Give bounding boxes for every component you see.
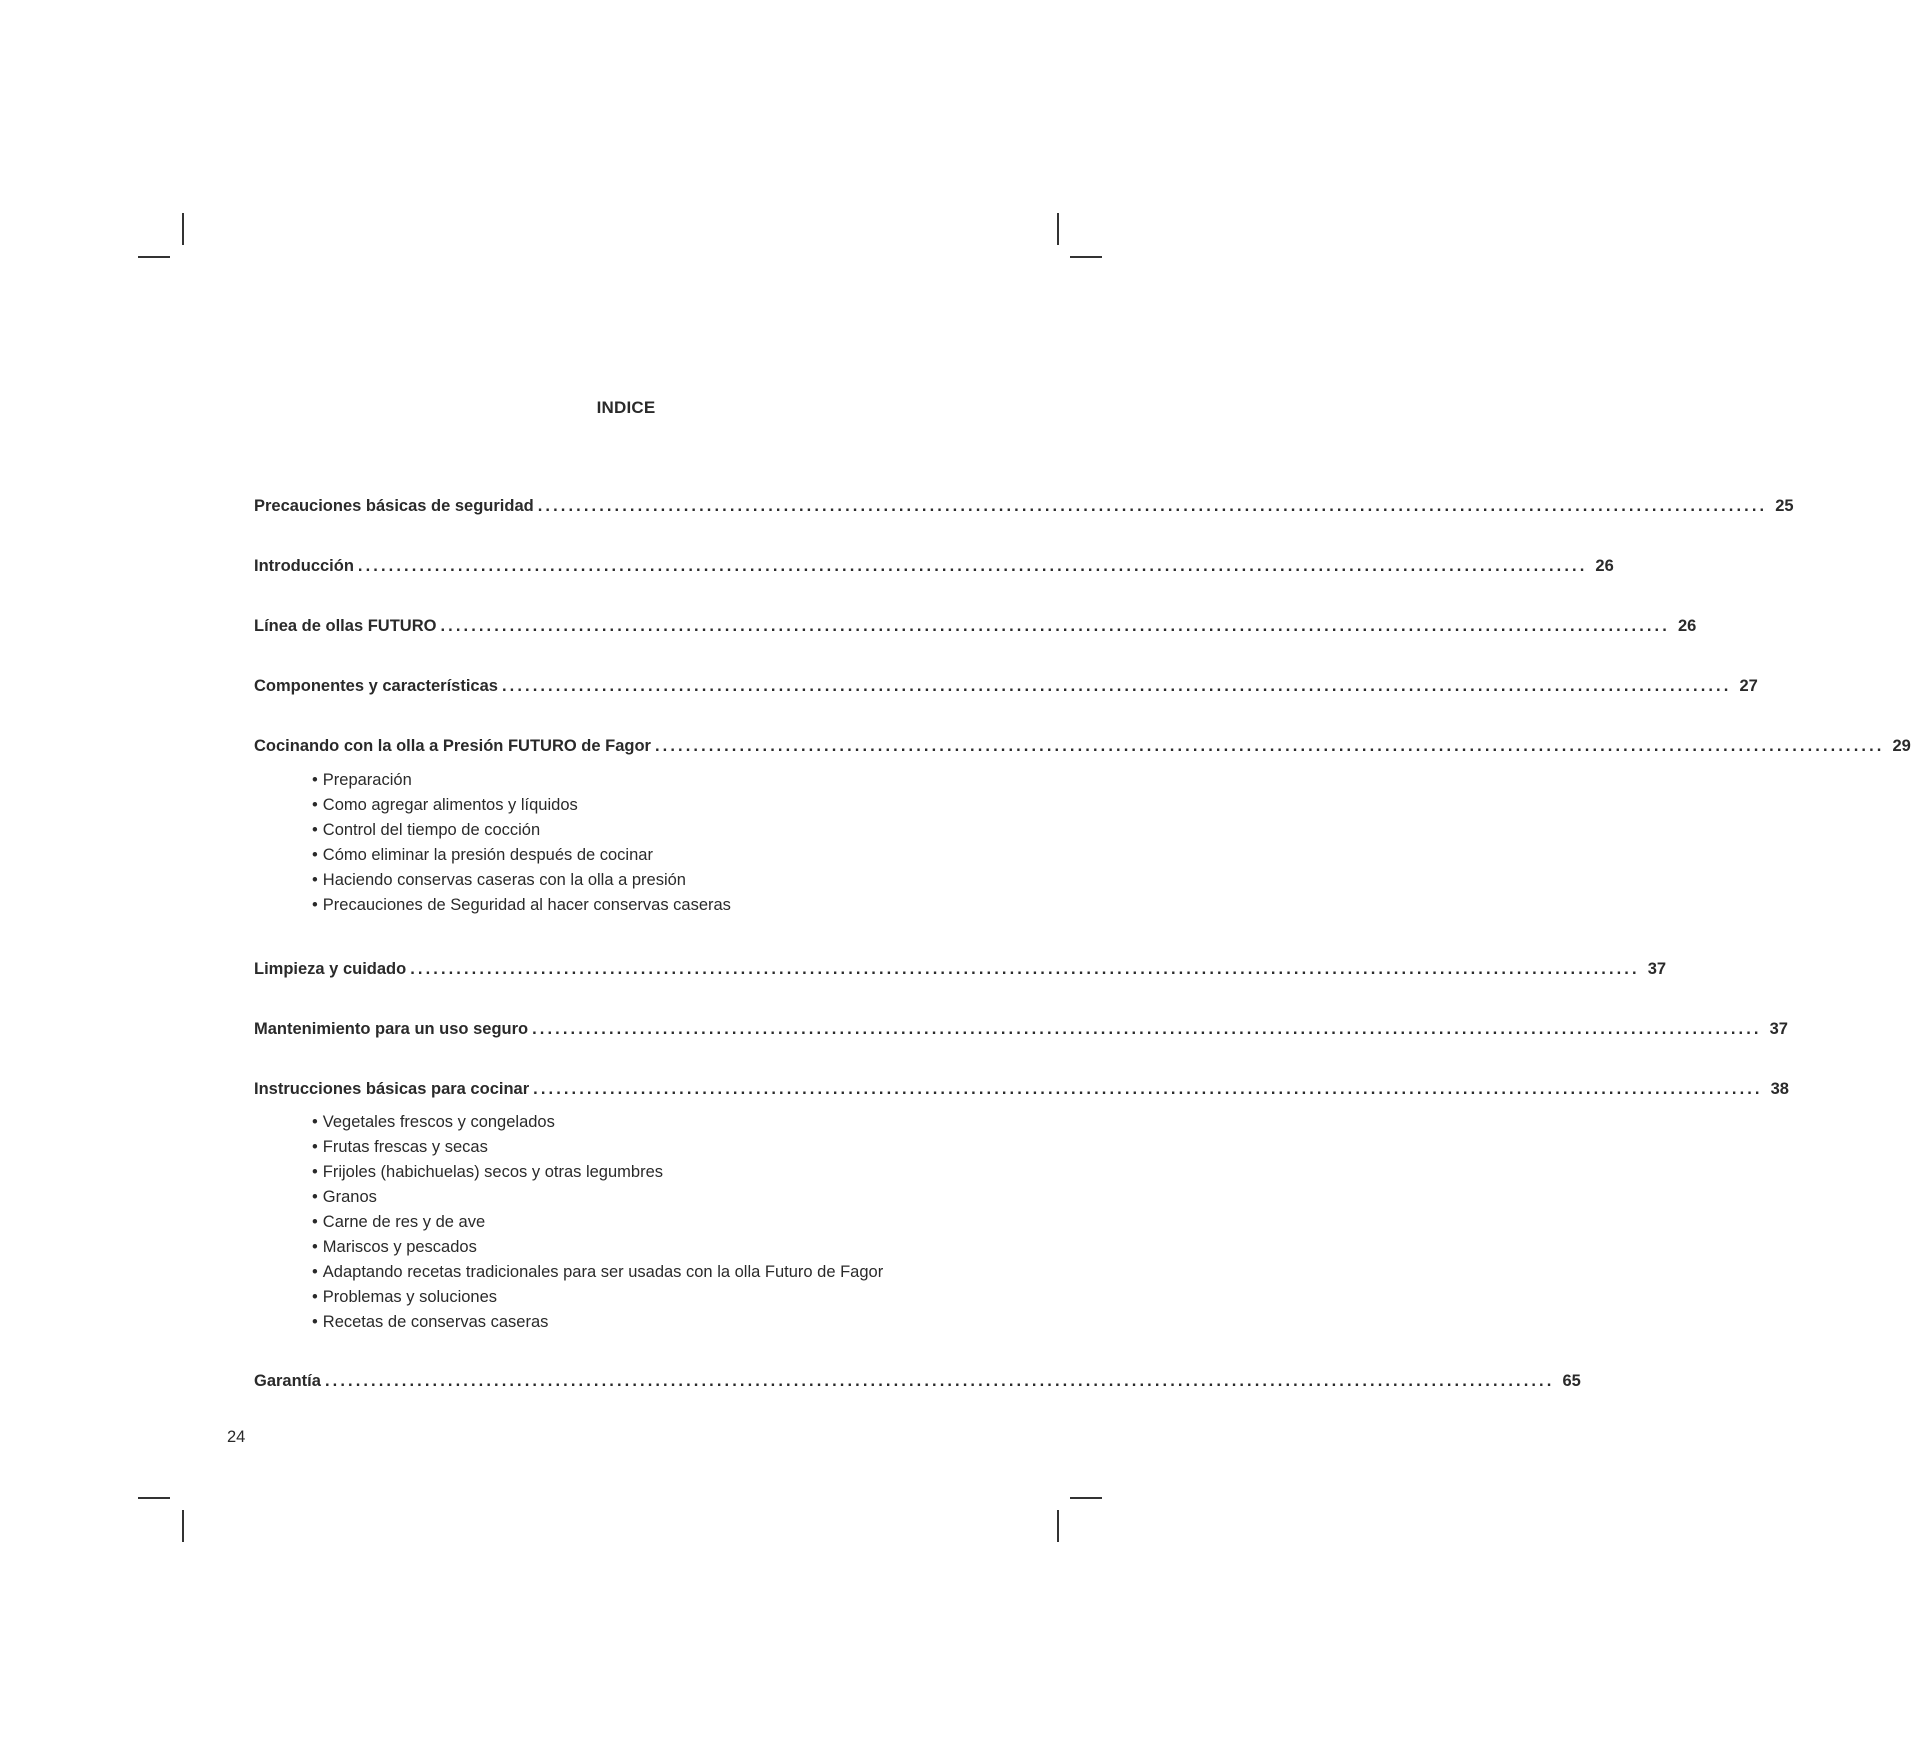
- toc-leader-dots: ................................................................................................................................................................: [357, 557, 1588, 575]
- toc-entry-label: Precauciones básicas de seguridad: [254, 497, 534, 515]
- toc-entry-label: Garantía: [254, 1372, 321, 1390]
- list-item: • Frutas frescas y secas: [312, 1135, 883, 1160]
- toc-entry-label: Línea de ollas FUTURO: [254, 617, 437, 635]
- toc-entry-page: 26: [1595, 557, 1614, 575]
- toc-entry-label: Introducción: [254, 557, 354, 575]
- toc-entry-page: 25: [1775, 497, 1794, 515]
- list-item: • Haciendo conservas caseras con la olla a presión: [312, 868, 731, 893]
- list-item: • Como agregar alimentos y líquidos: [312, 793, 731, 818]
- crop-mark-bottom-right-vertical: [1057, 1510, 1059, 1542]
- toc-entry-linea-ollas: [254, 617, 1697, 636]
- list-item: • Mariscos y pescados: [312, 1235, 883, 1260]
- toc-leader-dots: ................................................................................................................................................................: [501, 677, 1732, 695]
- toc-entry-instrucciones: [254, 1080, 1789, 1099]
- toc-entry-cocinando: [254, 737, 1911, 756]
- toc-leader-dots: ................................................................................................................................................................: [324, 1372, 1555, 1390]
- toc-entry-mantenimiento: [254, 1020, 1788, 1039]
- list-item: • Control del tiempo de cocción: [312, 818, 731, 843]
- page-title: INDICE: [596, 398, 656, 417]
- toc-entry-page: 29: [1892, 737, 1911, 755]
- toc-entry-page: 37: [1647, 960, 1667, 978]
- toc-leader-dots: ................................................................................................................................................................: [533, 1080, 1763, 1098]
- crop-mark-bottom-left-vertical: [182, 1510, 184, 1542]
- toc-entry-label: Mantenimiento para un uso seguro: [254, 1020, 529, 1038]
- page-number: 24: [227, 1428, 246, 1446]
- list-item: • Cómo eliminar la presión después de cocinar: [312, 843, 731, 868]
- toc-entry-page: 26: [1677, 617, 1697, 635]
- list-item: • Recetas de conservas caseras: [312, 1310, 883, 1335]
- toc-entry-limpieza: [254, 960, 1667, 979]
- toc-entry-page: 27: [1739, 677, 1758, 695]
- list-item: • Precauciones de Seguridad al hacer conservas caseras: [312, 893, 731, 918]
- crop-mark-bottom-right-horizontal: [1070, 1497, 1102, 1499]
- toc-entry-label: Instrucciones básicas para cocinar: [254, 1080, 530, 1098]
- list-item: • Problemas y soluciones: [312, 1285, 883, 1310]
- list-item: • Vegetales frescos y congelados: [312, 1110, 883, 1135]
- crop-mark-top-left-horizontal: [138, 256, 170, 258]
- toc-leader-dots: ................................................................................................................................................................: [654, 737, 1885, 755]
- toc-leader-dots: ................................................................................................................................................................: [537, 497, 1768, 515]
- toc-entry-label: Cocinando con la olla a Presión FUTURO de Fagor: [254, 737, 651, 755]
- crop-mark-bottom-left-horizontal: [138, 1497, 170, 1499]
- toc-entry-label: Componentes y características: [254, 677, 498, 695]
- toc-entry-page: 65: [1562, 1372, 1581, 1390]
- crop-mark-top-left-vertical: [182, 213, 184, 245]
- toc-entry-page: 37: [1769, 1020, 1788, 1038]
- list-item: • Adaptando recetas tradicionales para ser usadas con la olla Futuro de Fagor: [312, 1260, 883, 1285]
- toc-entry-introduccion: [254, 557, 1614, 576]
- cocinando-subitems: [312, 768, 731, 918]
- crop-mark-top-right-vertical: [1057, 213, 1059, 245]
- list-item: • Frijoles (habichuelas) secos y otras legumbres: [312, 1160, 883, 1185]
- list-item: • Granos: [312, 1185, 883, 1210]
- crop-mark-top-right-horizontal: [1070, 256, 1102, 258]
- list-item: • Preparación: [312, 768, 731, 793]
- toc-entry-componentes: [254, 677, 1758, 696]
- toc-leader-dots: ................................................................................................................................................................: [532, 1020, 1762, 1038]
- toc-leader-dots: ................................................................................................................................................................: [440, 617, 1670, 635]
- list-item: • Carne de res y de ave: [312, 1210, 883, 1235]
- toc-entry-page: 38: [1770, 1080, 1789, 1098]
- instrucciones-subitems: [312, 1110, 883, 1335]
- toc-entry-precauciones: [254, 497, 1794, 516]
- toc-entry-garantia: [254, 1372, 1581, 1391]
- toc-entry-label: Limpieza y cuidado: [254, 960, 407, 978]
- toc-leader-dots: ................................................................................................................................................................: [410, 960, 1640, 978]
